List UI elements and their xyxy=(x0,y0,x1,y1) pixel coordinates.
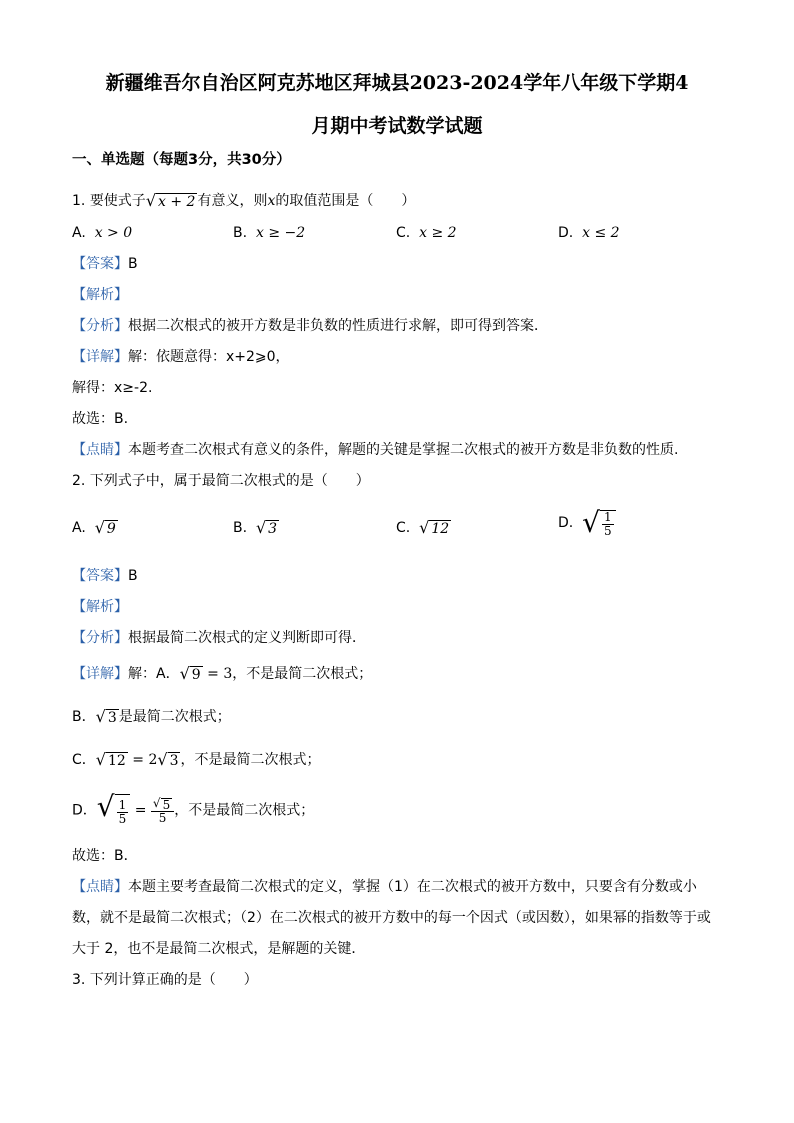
question-1-stem: 1. 要使式子 √ x + 2 有意义，则x的取值范围是（ ） xyxy=(72,190,416,210)
q1-option-d: D. x ≤ 2 xyxy=(558,225,620,241)
question-number: 1. xyxy=(72,193,86,209)
q2-answer: 【答案】B xyxy=(72,568,138,584)
sqrt-expression: √ x + 2 xyxy=(145,190,196,210)
q1-option-a: A. x > 0 xyxy=(72,225,133,241)
question-number: 3. xyxy=(72,972,86,988)
q2-analysis-tag: 【解析】 xyxy=(72,599,128,615)
q1-solve: 解得：x≥-2. xyxy=(72,380,153,396)
q2-dianjing-3: 大于 2，也不是最简二次根式，是解题的关键． xyxy=(72,941,366,957)
q2-xiangjie-d: D． √ $\frac{1}{5}$ = √ 5 5 ，不是最简二次根式； xyxy=(72,792,314,829)
q2-option-b: B. √ 3 xyxy=(233,517,278,537)
q2-dianjing-1: 【点睛】本题主要考查最简二次根式的定义，掌握（1）在二次根式的被开方数中，只要含有分数或小 xyxy=(72,879,697,895)
q2-option-d: D. √ $\frac{1}{5}$ xyxy=(558,508,616,538)
q1-option-c: C. x ≥ 2 xyxy=(396,225,457,241)
question-3-stem: 3. 下列计算正确的是（ ） xyxy=(72,972,258,988)
q2-choose: 故选：B． xyxy=(72,848,138,864)
q1-answer: 【答案】B xyxy=(72,256,138,272)
q1-fenxi: 【分析】根据二次根式的被开方数是非负数的性质进行求解，即可得到答案． xyxy=(72,318,548,334)
q1-choose: 故选：B. xyxy=(72,411,129,427)
q1-option-b: B. x ≥ −2 xyxy=(233,225,306,241)
page-title-line2: 月期中考试数学试题 xyxy=(311,115,483,137)
question-number: 2. xyxy=(72,473,86,489)
q2-dianjing-2: 数，就不是最简二次根式；（2）在二次根式的被开方数中的每一个因式（或因数），如果幂的指数等于或 xyxy=(72,910,711,926)
question-2-stem: 2. 下列式子中，属于最简二次根式的是（ ） xyxy=(72,473,370,489)
q2-xiangjie-a: 【详解】解：A． √ 9 = 3，不是最简二次根式； xyxy=(72,663,373,683)
q2-fenxi: 【分析】根据最简二次根式的定义判断即可得． xyxy=(72,630,366,646)
page-title-line1: 新疆维吾尔自治区阿克苏地区拜城县2023-2024学年八年级下学期4 xyxy=(105,72,689,94)
q1-analysis-tag: 【解析】 xyxy=(72,287,128,303)
q1-xiangjie: 【详解】解：依题意得：x+2⩾0， xyxy=(72,349,290,365)
q2-xiangjie-b: B． √ 3 是最简二次根式； xyxy=(72,706,231,726)
q1-dianjing: 【点睛】本题考查二次根式有意义的条件，解题的关键是掌握二次根式的被开方数是非负数的性质. xyxy=(72,442,679,458)
section-heading: 一、单选题（每题3分，共30分） xyxy=(72,152,291,168)
q2-option-c: C. √ 12 xyxy=(396,517,450,537)
q2-option-a: A. √ 9 xyxy=(72,517,116,537)
q2-xiangjie-c: C． √ 12 = 2 √ 3 ，不是最简二次根式； xyxy=(72,749,321,769)
